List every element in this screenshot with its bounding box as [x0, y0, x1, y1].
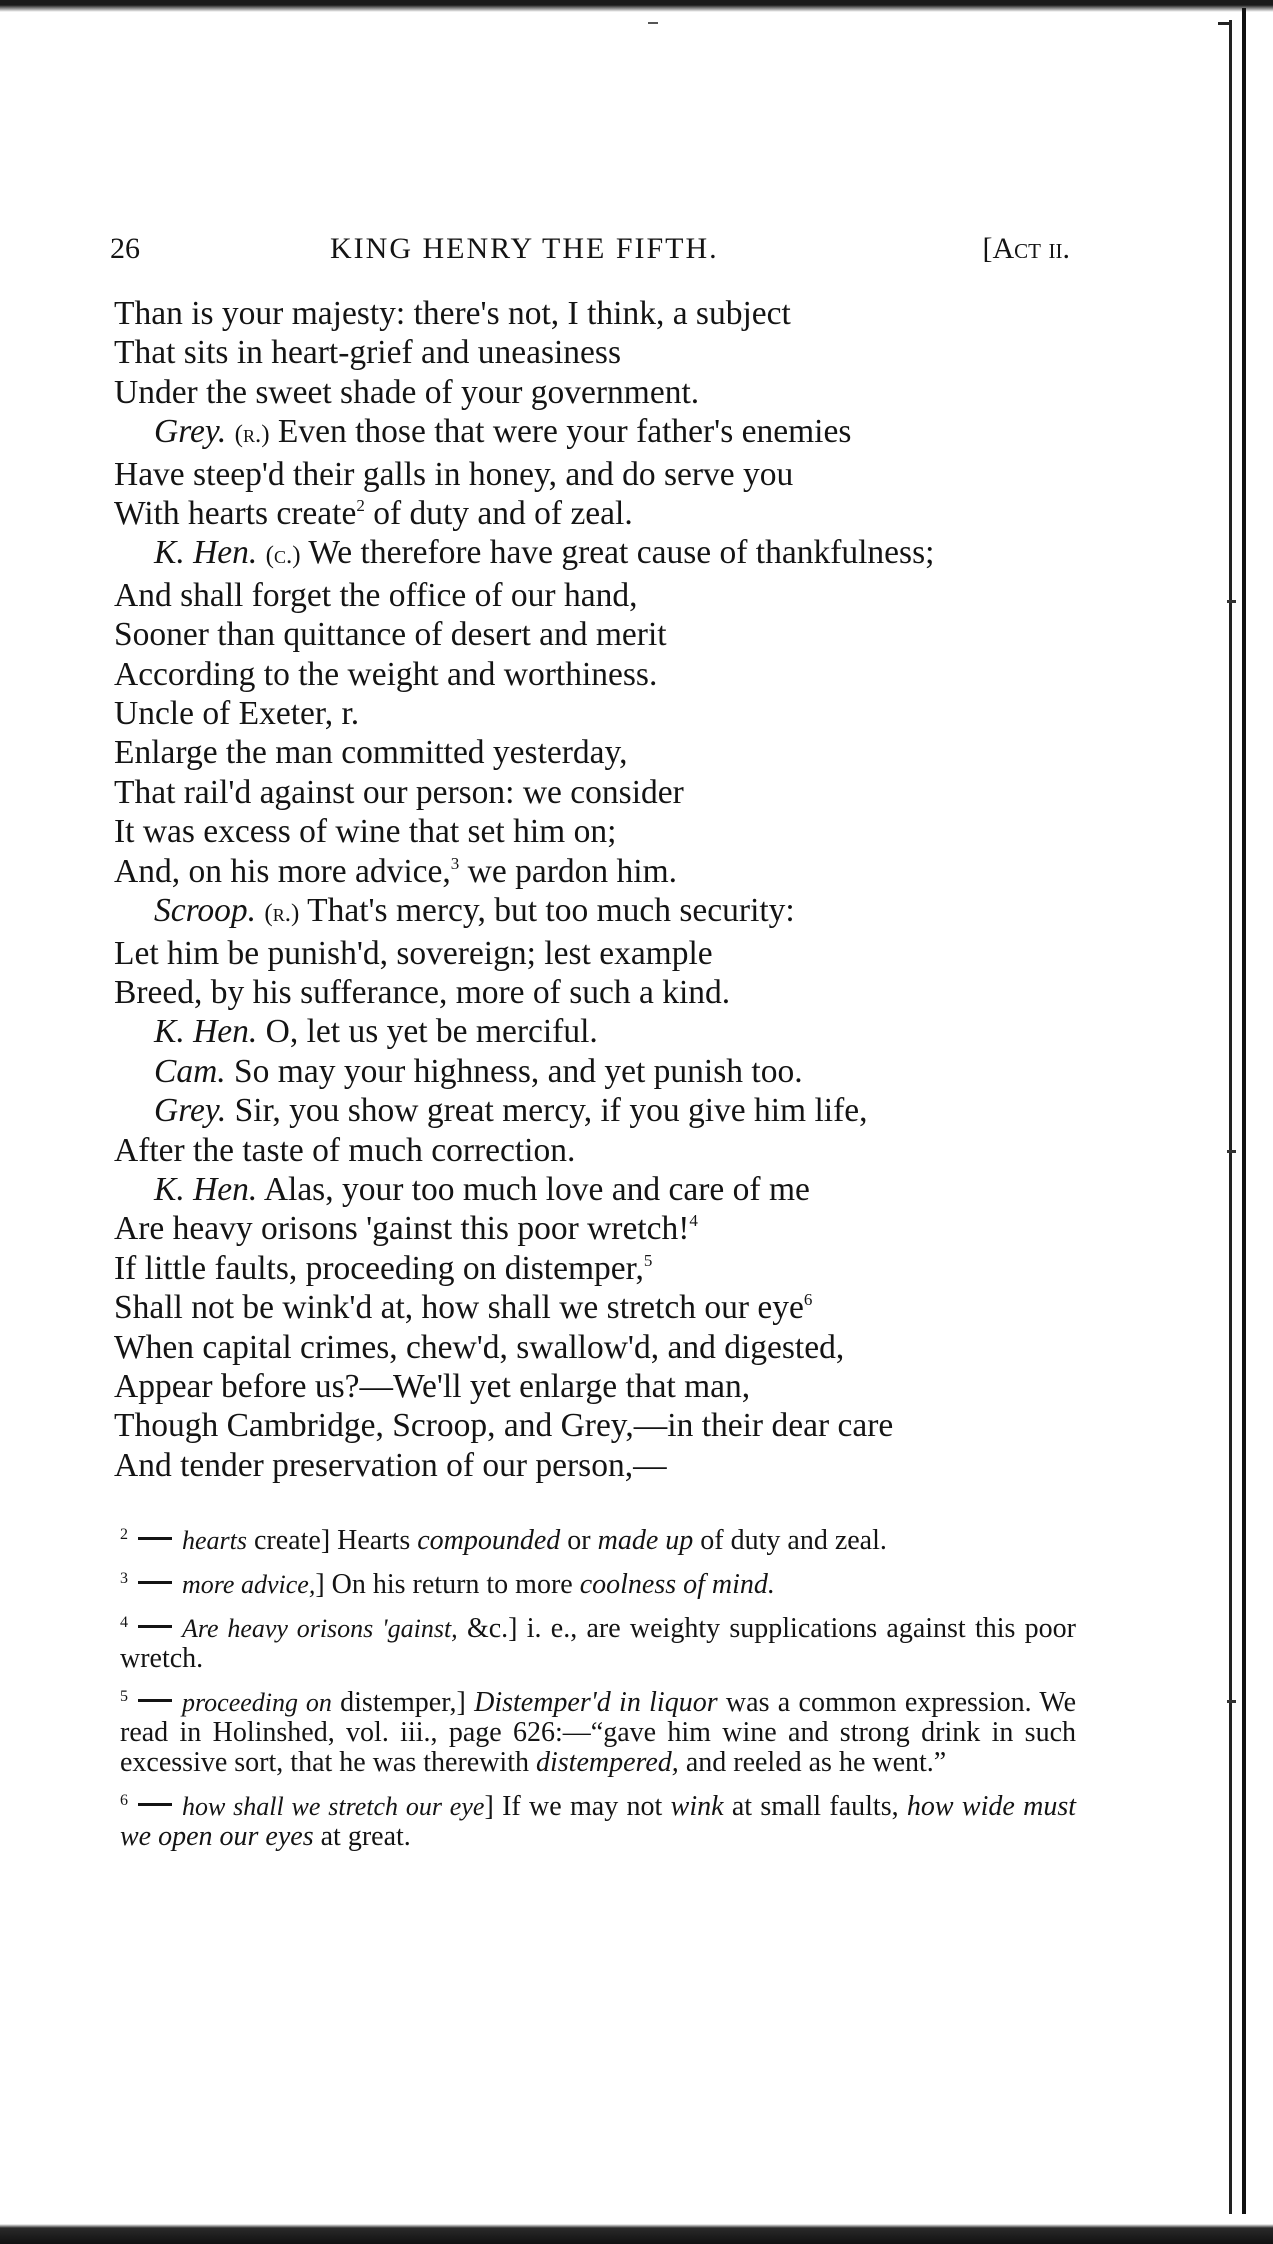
verse-line [114, 891, 1074, 933]
line-text: O, let us yet be merciful. [265, 1013, 598, 1051]
footnotes [120, 1520, 1076, 1860]
verse-line [114, 812, 1074, 851]
verse-line [114, 1209, 1074, 1248]
page-bottom-edge [0, 2214, 1273, 2244]
line-text: When capital crimes, chew'd, swallow'd, and digested, [114, 1328, 845, 1366]
verse-line [114, 1446, 1074, 1485]
page-top-edge [0, 0, 1273, 12]
verse-line [114, 576, 1074, 615]
footnote-number: 5 [120, 1688, 128, 1705]
speaker-name: Scroop. [154, 892, 257, 930]
footnote-text: distempered, [535, 1747, 679, 1778]
line-text: Uncle of Exeter, r. [114, 695, 360, 733]
footnote-lemma: more advice, [182, 1570, 316, 1599]
verse-line [114, 973, 1074, 1012]
line-text: Alas, your too much love and care of me [263, 1170, 810, 1208]
line-text: It was excess of wine that set him on; [114, 813, 617, 851]
stage-direction: (r.) [264, 900, 300, 928]
line-text: So may your highness, and yet punish too. [234, 1052, 803, 1090]
speaker-name: Cam. [154, 1052, 226, 1090]
verse-line [114, 733, 1074, 772]
line-text: Appear before us?—We'll yet enlarge that man, [114, 1367, 751, 1405]
line-text-cont: we pardon him. [459, 852, 677, 890]
verse-line [114, 934, 1074, 973]
line-text: Have steep'd their galls in honey, and do serve you [114, 455, 794, 493]
binding-hook [1218, 22, 1232, 25]
binding-rule-outer [1242, 8, 1246, 2228]
footnote-number: 6 [120, 1792, 128, 1809]
speaker-name: Grey. [154, 413, 227, 451]
footnote-text: coolness of mind. [579, 1569, 775, 1600]
line-text: Shall not be wink'd at, how shall we stretch our eye [114, 1289, 804, 1327]
footnote-text: wink [670, 1791, 724, 1822]
line-text-cont: of duty and of zeal. [364, 495, 633, 533]
verse-line [114, 615, 1074, 654]
line-text: And shall forget the office of our hand, [114, 576, 638, 614]
line-text: Under the sweet shade of your government. [114, 373, 700, 411]
page-right-edge [1193, 0, 1273, 2244]
footnote-lemma: proceeding on [182, 1688, 332, 1717]
binding-tick [1227, 1700, 1236, 1703]
running-title: KING HENRY THE FIFTH. [330, 232, 719, 265]
footnote [120, 1608, 1076, 1674]
footnote-text: of duty and zeal. [693, 1525, 887, 1556]
line-text: That rail'd against our person: we consider [114, 773, 684, 811]
footnote-text: how wide must we open our eyes [120, 1791, 1077, 1852]
footnote-lemma: hearts [182, 1526, 247, 1555]
verse-line [114, 494, 1074, 533]
ditto-dash [138, 1581, 172, 1584]
verse-line [114, 1052, 1074, 1091]
footnote-ref: 5 [643, 1250, 653, 1270]
verse-line [114, 333, 1074, 372]
ditto-dash [138, 1699, 172, 1702]
page-number: 26 [110, 232, 140, 265]
line-text: We therefore have great cause of thankfulness; [308, 534, 935, 572]
line-text: And, on his more advice, [114, 852, 451, 890]
stage-direction: (c.) [265, 542, 301, 570]
verse-text [114, 294, 1074, 1485]
line-text: That sits in heart-grief and uneasiness [114, 334, 621, 372]
footnote-lemma: Are heavy orisons 'gainst, [182, 1614, 458, 1643]
footnote-text: create] Hearts [247, 1525, 418, 1556]
line-text: According to the weight and worthiness. [114, 655, 658, 693]
verse-line [114, 1131, 1074, 1170]
footnote-text: or [560, 1525, 598, 1556]
verse-line [114, 455, 1074, 494]
line-text: Sir, you show great mercy, if you give him life, [234, 1092, 868, 1130]
footnote-ref: 6 [803, 1290, 813, 1310]
footnote-text: distemper,] [331, 1687, 475, 1718]
footnote-number: 3 [120, 1570, 128, 1587]
footnote-text: at small faults, [723, 1791, 907, 1822]
verse-line [114, 1328, 1074, 1367]
footnote-lemma: how shall we stretch our eye [182, 1792, 485, 1821]
footnote-text: made up [597, 1525, 694, 1556]
verse-line [114, 1091, 1074, 1130]
line-text: If little faults, proceeding on distemper, [114, 1249, 644, 1287]
ditto-dash [138, 1803, 172, 1806]
line-text: And tender preservation of our person,— [114, 1446, 667, 1484]
footnote-text: Distemper'd in liquor [474, 1687, 718, 1718]
footnote [120, 1520, 1076, 1556]
footnote-number: 4 [120, 1614, 128, 1631]
speaker-name: K. Hen. [154, 1013, 258, 1051]
verse-line [114, 773, 1074, 812]
top-mark [648, 22, 658, 24]
line-text: With hearts create [114, 495, 357, 533]
verse-line [114, 373, 1074, 412]
binding-rule-inner [1229, 20, 1232, 2215]
line-text: Though Cambridge, Scroop, and Grey,—in their dear care [114, 1407, 894, 1445]
footnote-text: was a common expression. We read in Holinshed, vol. iii., page 626:—“gave him wine and strong drink in such excessive sort, that he was therewith [120, 1687, 1077, 1778]
line-text: Breed, by his sufferance, more of such a kind. [114, 973, 731, 1011]
verse-line [114, 294, 1074, 333]
line-text: Let him be punish'd, sovereign; lest example [114, 934, 713, 972]
footnote [120, 1564, 1076, 1600]
line-text: Are heavy orisons 'gainst this poor wretch! [114, 1210, 690, 1248]
footnote [120, 1786, 1076, 1852]
line-text: That's mercy, but too much security: [307, 892, 795, 930]
verse-line [114, 1406, 1074, 1445]
footnote [120, 1682, 1076, 1778]
act-label: [Act ii. [982, 232, 1070, 265]
speaker-name: Grey. [154, 1092, 227, 1130]
verse-line [114, 1170, 1074, 1209]
speaker-name: K. Hen. [154, 534, 258, 572]
stage-direction: (r.) [234, 421, 270, 449]
binding-tick [1227, 600, 1236, 603]
footnote-text: at great. [313, 1821, 411, 1852]
footnote-ref: 3 [450, 853, 460, 873]
verse-line [114, 533, 1074, 575]
running-header [110, 232, 1070, 272]
verse-line [114, 655, 1074, 694]
footnote-text: ] On his return to more [315, 1569, 580, 1600]
footnote-text: ] If we may not [484, 1791, 671, 1822]
verse-line [114, 1012, 1074, 1051]
line-text: Even those that were your father's enemies [277, 413, 852, 451]
speaker-name: K. Hen. [154, 1170, 258, 1208]
verse-line [114, 1288, 1074, 1327]
line-text: Enlarge the man committed yesterday, [114, 734, 628, 772]
footnote-number: 2 [120, 1526, 128, 1543]
footnote-ref: 4 [689, 1211, 698, 1231]
verse-line [114, 694, 1074, 733]
footnote-text: and reeled as he went.” [678, 1747, 947, 1778]
line-text: Than is your majesty: there's not, I think, a subject [114, 295, 791, 332]
verse-line [114, 412, 1074, 454]
verse-line [114, 852, 1074, 891]
verse-line [114, 1367, 1074, 1406]
line-text: After the taste of much correction. [114, 1131, 576, 1169]
line-text: Sooner than quittance of desert and merit [114, 616, 667, 654]
ditto-dash [138, 1537, 172, 1540]
footnote-text: compounded [417, 1525, 561, 1556]
verse-line [114, 1249, 1074, 1288]
footnote-ref: 2 [356, 496, 365, 516]
footnote-text: &c.] i. e., are weighty supplications against this poor wretch. [120, 1613, 1076, 1674]
ditto-dash [138, 1625, 172, 1628]
binding-tick [1227, 1150, 1236, 1153]
